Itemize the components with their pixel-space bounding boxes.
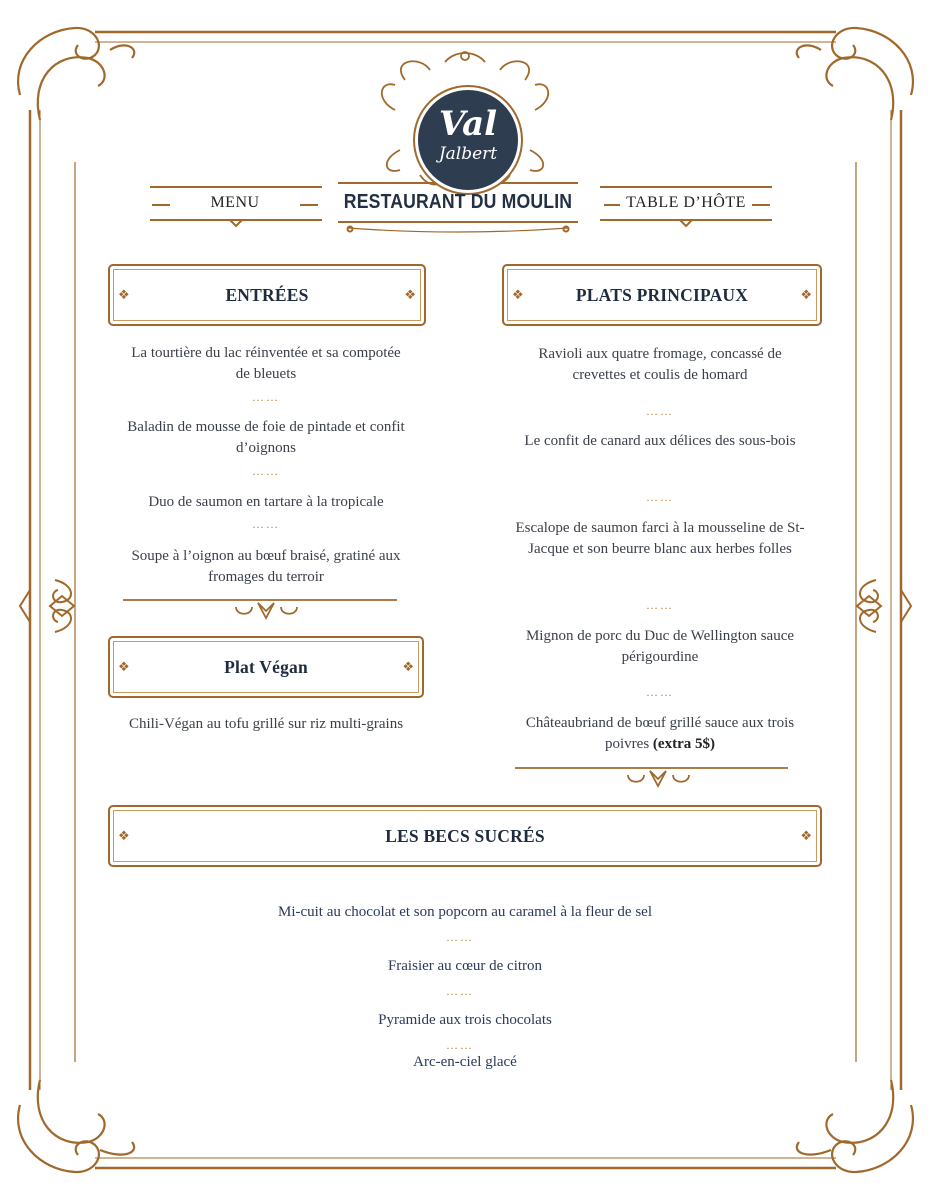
main-item (520, 713, 800, 755)
dessert-item: Fraisier au cœur de citron (387, 958, 543, 974)
flourish-icon: ❖ (118, 659, 130, 674)
separator-dots: …… (646, 490, 674, 504)
logo-text-jalbert: Jalbert (438, 144, 498, 164)
main-item-text: Châteaubriand de bœuf grillé sauce aux trois poivres (525, 715, 795, 752)
separator-dots: …… (252, 390, 280, 404)
logo (415, 87, 521, 193)
flourish-icon: ❖ (118, 828, 130, 843)
flourish-icon: ❖ (404, 287, 416, 302)
table-dhote-label: TABLE D’HÔTE (626, 194, 746, 211)
main-item: Mignon de porc du Duc de Wellington sauce périgourdine (525, 628, 795, 665)
plat-vegan-title: Plat Végan (224, 656, 308, 677)
restaurant-name: RESTAURANT DU MOULIN (343, 190, 573, 213)
flourish-icon: ❖ (800, 828, 812, 843)
menu-label: MENU (210, 194, 260, 211)
becs-sucres-header-box (108, 805, 822, 867)
vegan-item: Chili-Végan au tofu grillé sur riz multi-grains (128, 716, 404, 732)
separator-dots: …… (252, 517, 280, 531)
entree-item: Duo de saumon en tartare à la tropicale (148, 494, 384, 510)
main-item: Ravioli aux quatre fromage, concassé de crevettes et coulis de homard (538, 346, 782, 383)
dessert-item: Mi-cuit au chocolat et son popcorn au caramel à la fleur de sel (277, 904, 652, 920)
separator-dots: …… (646, 685, 674, 699)
separator-dots: …… (646, 598, 674, 612)
entree-item: La tourtière du lac réinventée et sa compotée de bleuets (131, 345, 401, 382)
logo-text-val: Val (438, 104, 498, 144)
dessert-item: Pyramide aux trois chocolats (378, 1012, 552, 1028)
flourish-icon: ❖ (512, 287, 524, 302)
main-item: Le confit de canard aux délices des sous-bois (524, 433, 796, 449)
entrees-header-box (108, 264, 426, 326)
dessert-item: Arc-en-ciel glacé (413, 1054, 517, 1070)
plats-principaux-title: PLATS PRINCIPAUX (575, 284, 749, 305)
main-item: Escalope de saumon farci à la mousseline de St-Jacque et son beurre blanc aux herbes folles (515, 520, 805, 557)
separator-dots: …… (252, 464, 280, 478)
separator-dots: …… (446, 984, 474, 998)
separator-dots: …… (446, 930, 474, 944)
extra-price-note: (extra 5$) (652, 736, 715, 752)
flourish-icon: ❖ (800, 287, 812, 302)
plat-vegan-header-box (108, 636, 424, 698)
entree-item: Baladin de mousse de foie de pintade et confit d’oignons (127, 419, 405, 456)
entrees-title: ENTRÉES (225, 284, 309, 305)
entree-item: Soupe à l’oignon au bœuf braisé, gratiné aux fromages du terroir (131, 548, 401, 585)
becs-sucres-title: LES BECS SUCRÉS (385, 825, 545, 846)
flourish-icon: ❖ (118, 287, 130, 302)
separator-dots: …… (446, 1038, 474, 1052)
flourish-icon: ❖ (402, 659, 414, 674)
separator-dots: …… (646, 404, 674, 418)
plats-principaux-header-box (502, 264, 822, 326)
